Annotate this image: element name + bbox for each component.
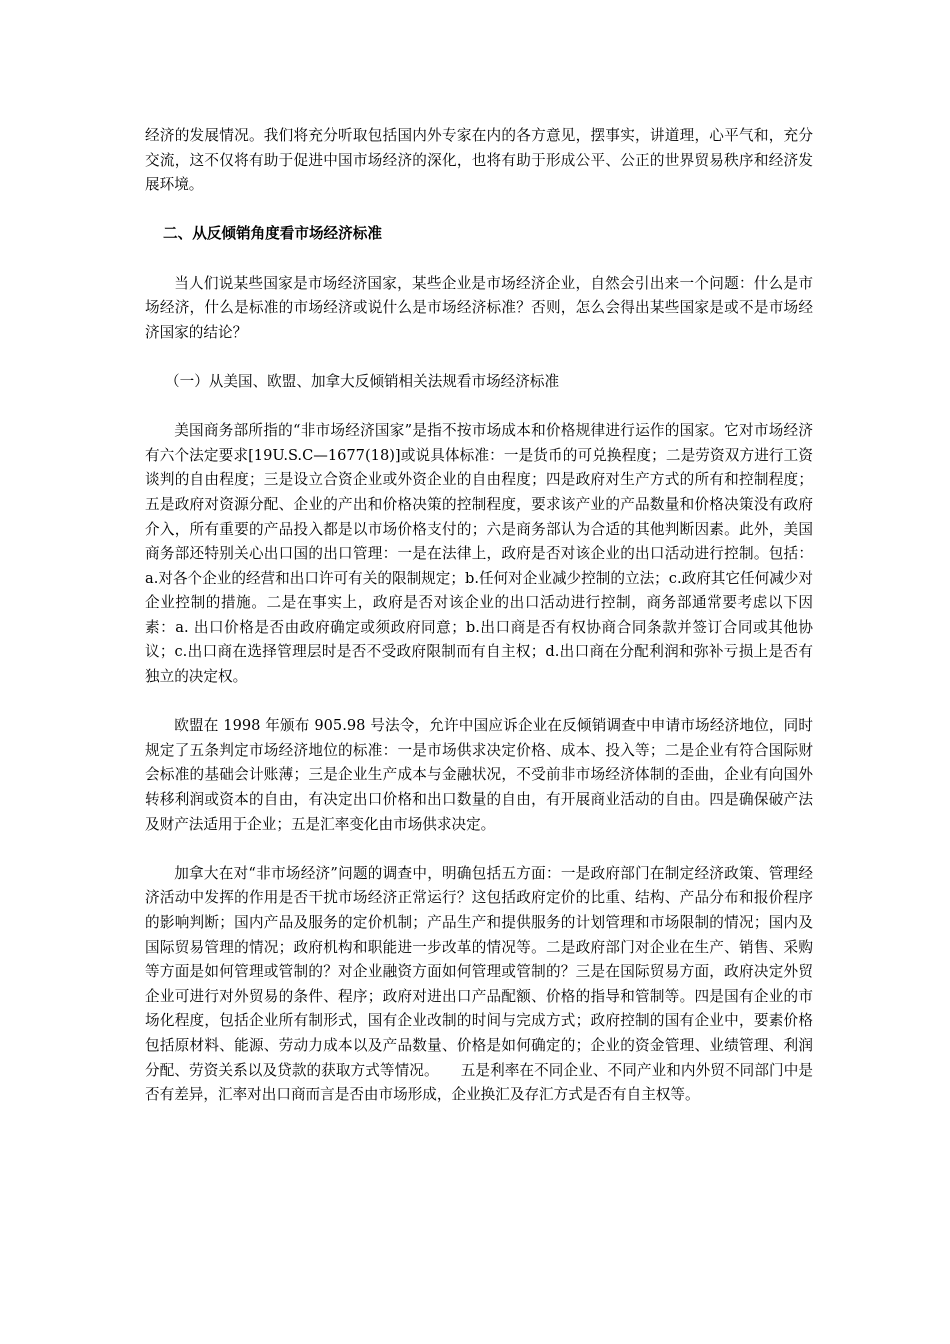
subsection-heading: （一）从美国、欧盟、加拿大反倾销相关法规看市场经济标准: [165, 372, 560, 390]
paragraph-question: 当人们说某些国家是市场经济国家，某些企业是市场经济企业，自然会引出来一个问题：什么是市场经济，什么是标准的市场经济或说什么是市场经济标准？否则，怎么会得出某些国家是或不是市场经济国家的结论？: [145, 274, 813, 341]
paragraph-eu: 欧盟在 1998 年颁布 905.98 号法令，允许中国应诉企业在反倾销调查中申请市场经济地位，同时规定了五条判定市场经济地位的标准：一是市场供求决定价格、成本、投入等；二是企业有符合国际财会标准的基础会计账薄；三是企业生产成本与金融状况，不受前非市场经济体制的歪曲，企业有向国外转移利润或资本的自由，有决定出口价格和出口数量的自由，有开展商业活动的自由。四是确保破产法及财产法适用于企业；五是汇率变化由市场供求决定。: [145, 717, 813, 833]
paragraph-intro-continuation: 经济的发展情况。我们将充分听取包括国内外专家在内的各方意见，摆事实，讲道理，心平气和，充分交流，这不仅将有助于促进中国市场经济的深化，也将有助于形成公平、公正的世界贸易秩序和经济发展环境。: [145, 127, 813, 194]
document-body: [145, 124, 813, 1108]
paragraph-canada: 加拿大在对“非市场经济”问题的调查中，明确包括五方面：一是政府部门在制定经济政策、管理经济活动中发挥的作用是否干扰市场经济正常运行？这包括政府定价的比重、结构、产品分布和报价程序的影响判断；国内产品及服务的定价机制；产品生产和提供服务的计划管理和市场限制的情况；国内及国际贸易管理的情况；政府机构和职能进一步改革的情况等。二是政府部门对企业在生产、销售、采购等方面是如何管理或管制的？对企业融资方面如何管理或管制的？三是在国际贸易方面，政府决定外贸企业可进行对外贸易的条件、程序；政府对进出口产品配额、价格的指导和管制等。四是国有企业的市场化程度，包括企业所有制形式，国有企业改制的时间与完成方式；政府控制的国有企业中，要素价格包括原材料、能源、劳动力成本以及产品数量、价格是如何确定的；企业的资金管理、业绩管理、利润分配、劳资关系以及贷款的获取方式等情况。 五是利率在不同企业、不同产业和内外贸不同部门中是否有差异，汇率对出口商而言是否由市场形成，企业换汇及存汇方式是否有自主权等。: [145, 864, 813, 1104]
paragraph-usa: 美国商务部所指的“非市场经济国家”是指不按市场成本和价格规律进行运作的国家。它对市场经济有六个法定要求[19U.S.C—1677(18)]或说具体标准：一是货币的可兑换程度；二是劳资双方进行工资谈判的自由程度；三是设立合资企业或外资企业的自由程度；四是政府对生产方式的所有和控制程度；五是政府对资源分配、企业的产出和价格决策的控制程度，要求该产业的产品数量和价格决策没有政府介入，所有重要的产品投入都是以市场价格支付的；六是商务部认为合适的其他判断因素。此外，美国商务部还特别关心出口国的出口管理：一是在法律上，政府是否对该企业的出口活动进行控制。包括：a.对各个企业的经营和出口许可有关的限制规定；b.任何对企业减少控制的立法；c.政府其它任何减少对企业控制的措施。二是在事实上，政府是否对该企业的出口活动进行控制，商务部通常要考虑以下因素：a. 出口价格是否由政府确定或须政府同意；b.出口商是否有权协商合同条款并签订合同或其他协议；c.出口商在选择管理层时是否不受政府限制而有自主权；d.出口商在分配利润和弥补亏损上是否有独立的决定权。: [145, 422, 813, 686]
section-heading: 二、从反倾销角度看市场经济标准: [163, 225, 382, 243]
